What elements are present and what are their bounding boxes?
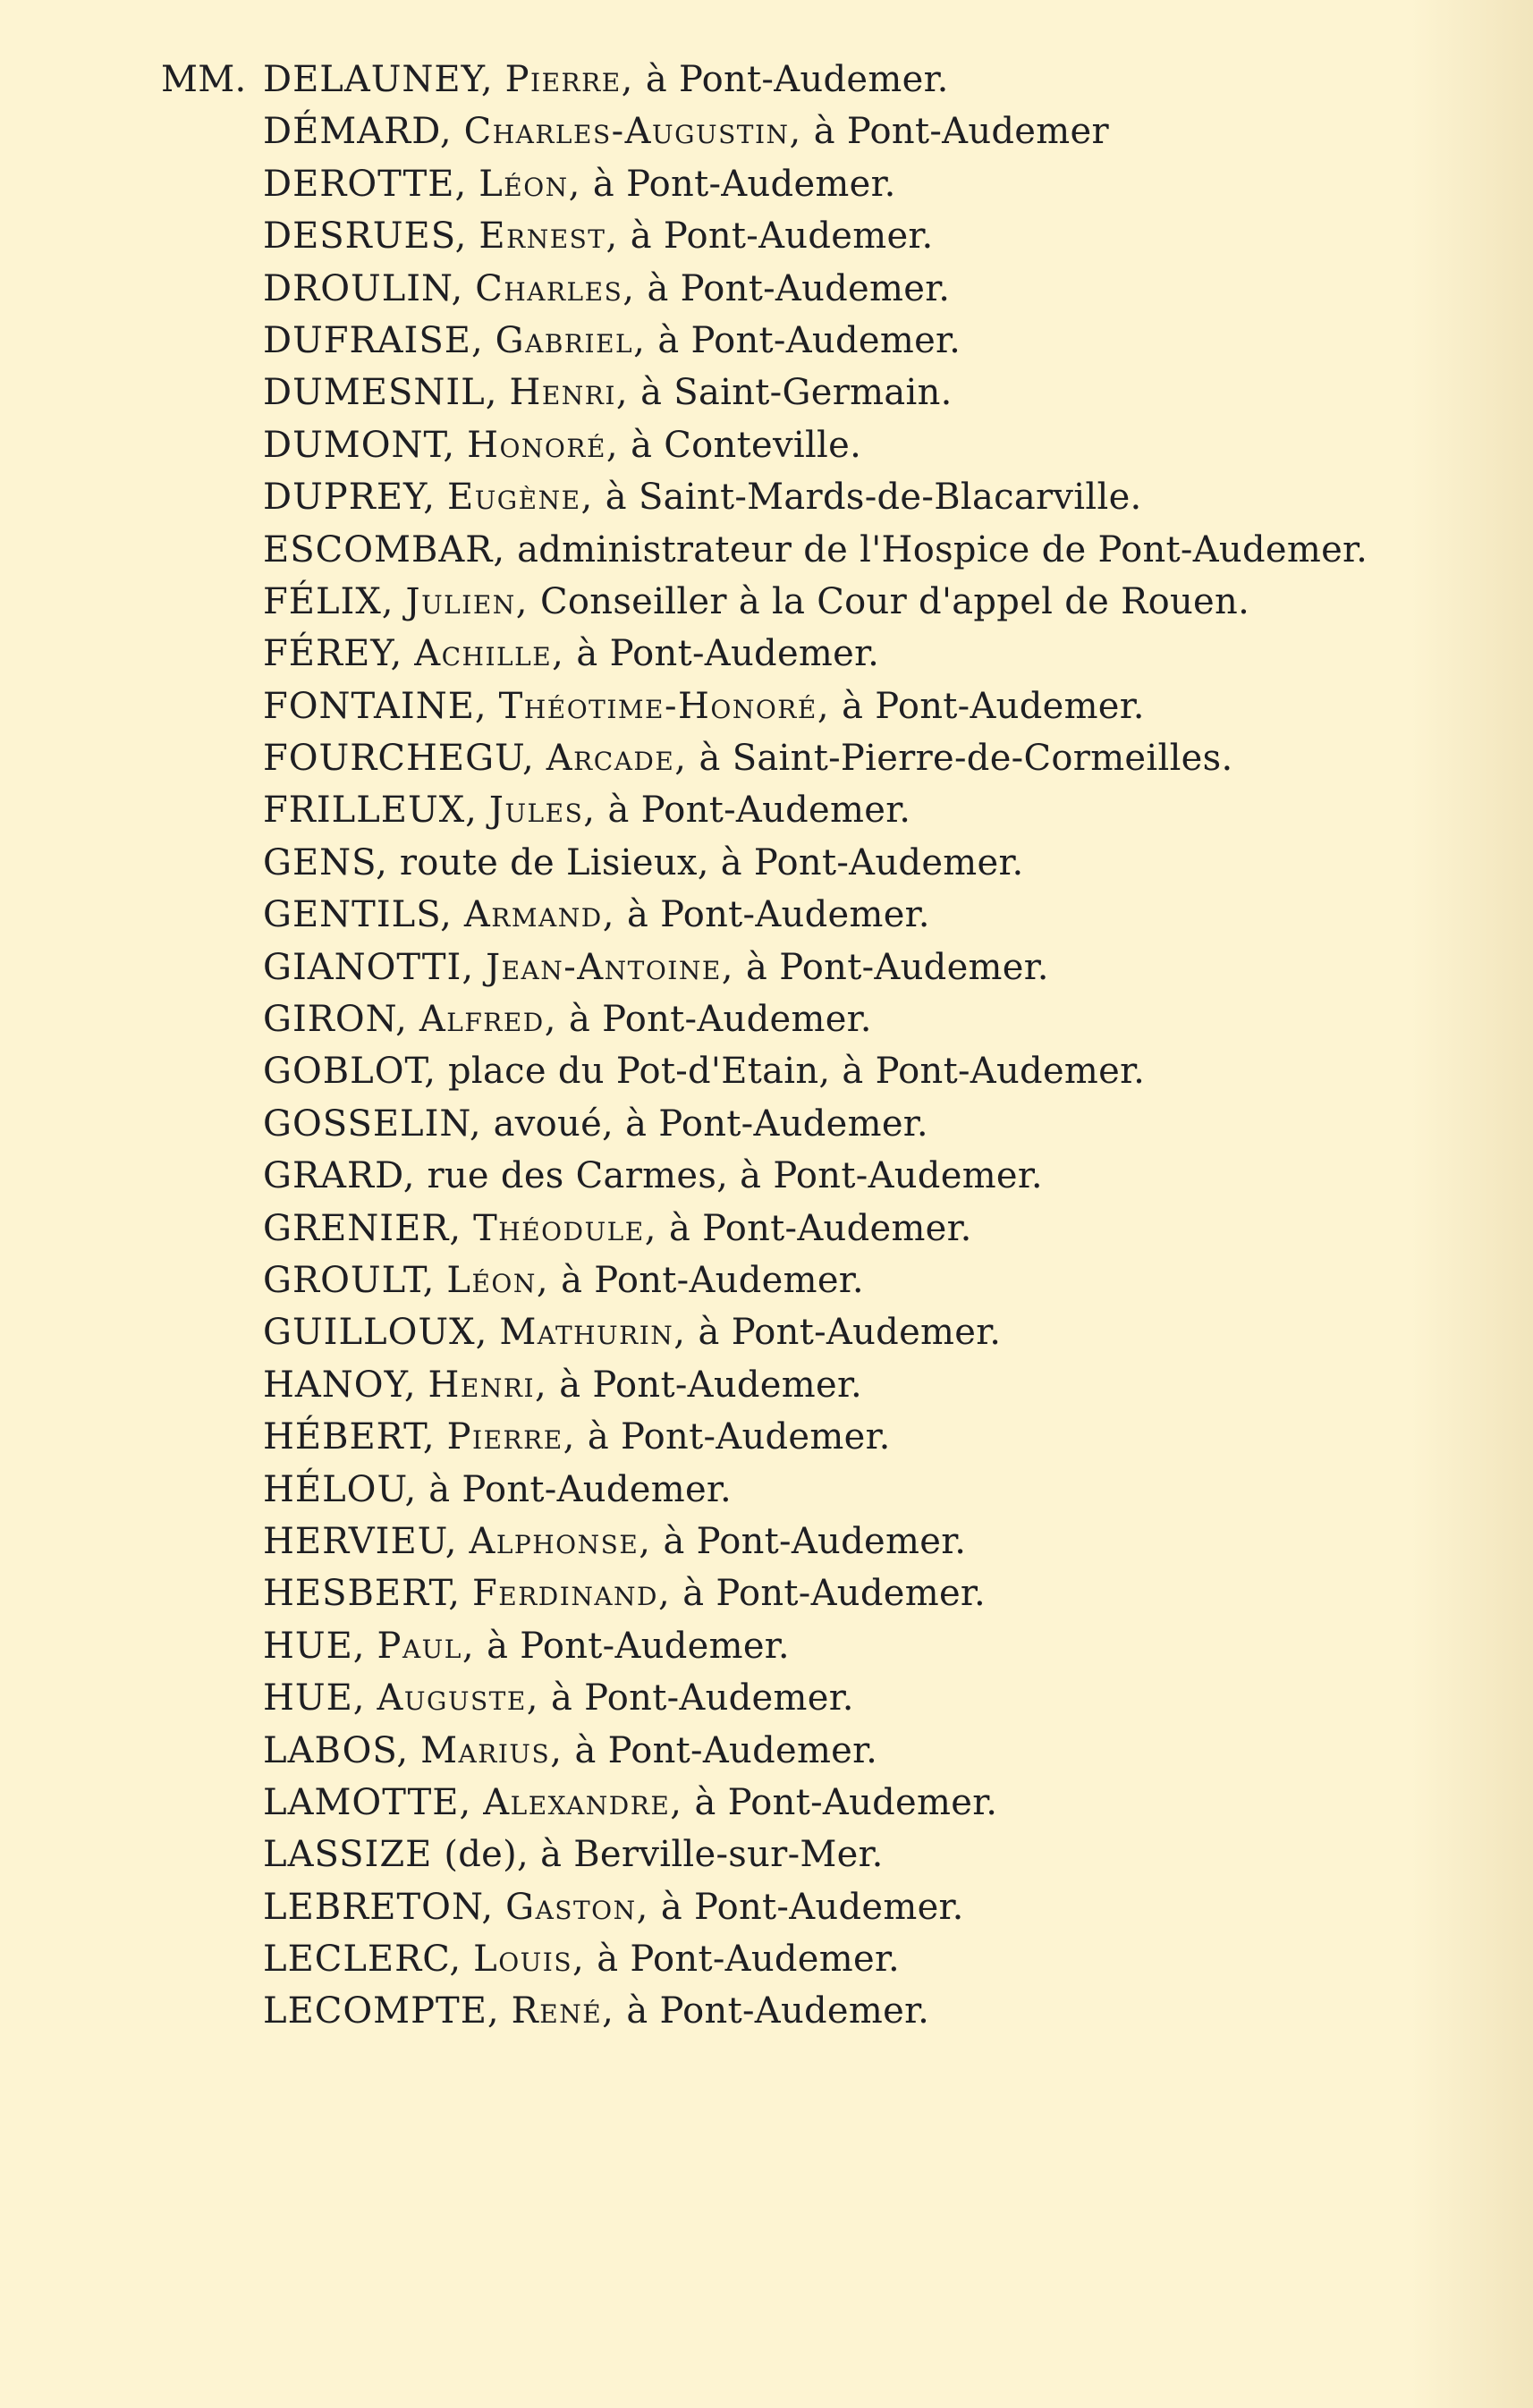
entry-text [263,524,1368,576]
list-item [161,1359,1431,1411]
entry-location: à Pont-Audemer. [694,1781,998,1823]
list-item [161,158,1431,210]
entry-surname: GIANOTTI, [263,946,475,988]
list-item [161,1777,1431,1829]
entry-location: à Pont-Audemer. [746,946,1049,988]
entry-surname: DEROTTE, [263,163,468,205]
list-item [161,576,1431,628]
entry-location: rue des Carmes, à Pont-Audemer. [427,1155,1043,1197]
entry-given-name: Mathurin, [499,1312,687,1354]
entry-text [263,1150,1043,1202]
entry-surname: GROULT, [263,1259,436,1301]
entry-surname: FRILLEUX, [263,790,478,832]
list-item [161,889,1431,941]
list-item [161,680,1431,732]
entry-location: à Pont-Audemer. [561,1259,864,1301]
list-item [161,367,1431,418]
entry-location: à Pont-Audemer. [657,319,961,361]
entry-text [263,628,879,680]
entry-text [263,889,930,941]
entry-location: Conseiller à la Cour d'appel de Rouen. [540,580,1250,622]
entry-surname: FÉLIX, [263,580,394,622]
entry-given-name: Léon, [479,163,581,205]
list-item [161,106,1431,157]
entry-given-name: René, [511,1990,615,2032]
entry-text [263,419,861,471]
entry-text [263,1985,929,2037]
entry-surname: GUILLOUX, [263,1312,488,1354]
entry-text [263,680,1145,732]
list-item [161,315,1431,367]
list-item [161,419,1431,471]
entry-location: à Pont-Audemer. [559,1364,863,1406]
entry-surname: DÉMARD, [263,111,453,153]
entry-surname: DUMONT, [263,424,456,466]
entry-text [263,210,933,262]
entry-given-name: Gaston, [505,1886,649,1928]
entry-location: à Pont-Audemer. [682,1573,986,1615]
entry-location: à Pont-Audemer. [597,1939,901,1981]
entry-surname: FOURCHEGU, [263,738,535,780]
entry-surname: DELAUNEY, [263,59,494,100]
entry-surname: LEBRETON, [263,1886,495,1928]
entry-given-name: Achille, [414,633,565,675]
entry-surname: GOSSELIN, [263,1103,482,1145]
entry-location: à Pont-Audemer. [698,1312,1002,1354]
entry-given-name: Charles, [475,267,636,309]
entry-text [263,1777,997,1829]
entry-location: à Conteville. [631,424,862,466]
entry-location: à Pont-Audemer. [428,1468,732,1510]
list-item [161,1516,1431,1567]
entry-given-name: Gabriel, [495,319,647,361]
entry-surname: GRARD, [263,1155,416,1197]
entry-location: à Saint-Germain. [640,372,953,414]
list-item [161,54,1431,106]
entry-surname: LABOS, [263,1729,410,1771]
list-item [161,471,1431,523]
entry-text [263,1516,966,1567]
entry-text [263,1567,986,1619]
list-item [161,628,1431,680]
entry-location: route de Lisieux, à Pont-Audemer. [399,841,1024,883]
entry-text [263,1306,1001,1358]
entry-surname: FONTAINE, [263,685,487,727]
list-item [161,1985,1431,2037]
list-item [161,263,1431,315]
list-item [161,993,1431,1045]
entry-surname: HERVIEU, [263,1520,458,1562]
entry-given-name: Marius, [420,1729,563,1771]
entry-surname: DESRUES, [263,215,468,258]
list-item [161,1203,1431,1255]
entry-surname: DUPREY, [263,477,436,519]
entry-text [263,1881,964,1933]
entry-text [263,784,910,836]
list-item [161,1829,1431,1880]
entry-location: à Pont-Audemer. [645,59,949,100]
entry-location: à Pont-Audemer. [568,999,872,1041]
entry-location: à Pont-Audemer. [630,215,934,258]
list-item [161,1150,1431,1202]
list-item [161,210,1431,262]
entry-location: place du Pot-d'Etain, à Pont-Audemer. [448,1051,1146,1093]
entry-surname: HUE, [263,1677,366,1719]
entry-surname: HESBERT, [263,1573,462,1615]
entry-location: à Pont-Audemer. [660,1886,964,1928]
entry-text [263,942,1049,993]
entry-location: administrateur de l'Hospice de Pont-Audemer. [517,528,1368,570]
list-item [161,1411,1431,1463]
entry-text [263,1359,862,1411]
entry-given-name: Henri, [428,1364,548,1406]
entry-text [263,1411,891,1463]
entry-text [263,1098,928,1150]
entry-text [263,1255,864,1306]
entry-surname: DROULIN, [263,267,464,309]
entry-text [263,1933,900,1985]
entry-text [263,1829,884,1880]
list-item [161,524,1431,576]
entry-given-name: Léon, [446,1259,550,1301]
entry-text [263,367,953,418]
entry-location: à Pont-Audemer [813,111,1109,153]
entry-location: à Pont-Audemer. [607,790,911,832]
entry-location: à Saint-Pierre-de-Cormeilles. [699,738,1233,780]
entry-given-name: Ernest, [479,215,619,258]
entry-given-name: Alphonse, [469,1520,652,1562]
list-prefix: MM. [161,59,247,100]
entry-location: à Pont-Audemer. [587,1416,891,1458]
entry-given-name: Henri, [509,372,630,414]
entry-location: à Pont-Audemer. [626,894,930,936]
entry-surname: DUFRAISE, [263,319,484,361]
entry-location: à Pont-Audemer. [626,1990,930,2032]
entry-given-name: Ferdinand, [472,1573,672,1615]
entry-given-name: Jean-Antoine, [486,946,735,988]
entry-location: à Pont-Audemer. [487,1625,790,1667]
entry-text [263,576,1249,628]
entry-surname: HANOY, [263,1364,417,1406]
entry-surname: GOBLOT, [263,1051,437,1093]
entry-text [263,837,1024,889]
list-item [161,1255,1431,1306]
entry-given-name: Paul, [377,1625,476,1667]
list-item [161,1306,1431,1358]
list-item [161,1098,1431,1150]
entry-location: avoué, à Pont-Audemer. [493,1103,928,1145]
entry-surname: GENTILS, [263,894,453,936]
entry-surname: LAMOTTE, [263,1781,472,1823]
entry-given-name: Jules, [488,790,597,832]
list-item [161,732,1431,784]
entry-given-name: Pierre, [446,1416,576,1458]
entry-text [263,1045,1145,1097]
list-item [161,784,1431,836]
entry-text [263,993,872,1045]
entry-location: à Pont-Audemer. [576,633,880,675]
entry-text [263,54,949,106]
list-item [161,1725,1431,1777]
entry-surname: LECOMPTE, [263,1990,500,2032]
entry-surname: HUE, [263,1625,366,1667]
entry-given-name: Eugène, [447,477,594,519]
entry-text [263,471,1142,523]
entry-surname: GRENIER, [263,1207,462,1249]
entry-given-name: Louis, [473,1939,586,1981]
entry-surname: HÉBERT, [263,1416,436,1458]
entry-given-name: Pierre, [504,59,634,100]
entry-text [263,1672,854,1724]
entry-surname: LASSIZE [263,1834,433,1876]
list-item [161,1464,1431,1516]
list-item [161,837,1431,889]
entry-given-name: Alexandre, [483,1781,683,1823]
entry-text [263,1620,790,1672]
entry-text [263,1203,972,1255]
entry-given-name: Théotime-Honoré, [498,685,831,727]
list-item [161,1045,1431,1097]
entry-given-name: Julien, [405,580,529,622]
entry-given-name: Arcade, [546,738,688,780]
entry-surname: GENS, [263,841,388,883]
entry-surname: FÉREY, [263,633,403,675]
entry-location: à Pont-Audemer. [668,1207,972,1249]
entry-location: à Pont-Audemer. [574,1729,878,1771]
entry-text [263,1725,877,1777]
entry-text [263,732,1233,784]
list-item [161,1672,1431,1724]
entry-given-name: Théodule, [473,1207,657,1249]
entry-given-name: Auguste, [377,1677,539,1719]
entry-location: à Pont-Audemer. [647,267,951,309]
list-item [161,942,1431,993]
list-item [161,1881,1431,1933]
entry-location: à Pont-Audemer. [663,1520,967,1562]
entry-location: à Pont-Audemer. [551,1677,854,1719]
entry-surname: DUMESNIL, [263,372,498,414]
entry-surname: LECLERC, [263,1939,462,1981]
list-item [161,1933,1431,1985]
entry-given-name: Charles-Augustin, [463,111,802,153]
entry-given-name: Honoré, [467,424,620,466]
entry-text [263,315,961,367]
entry-given-name: Armand, [463,894,615,936]
list-item [161,1567,1431,1619]
entry-location: à Pont-Audemer. [842,685,1145,727]
entry-location: (de), à Berville-sur-Mer. [444,1834,884,1876]
entry-text [263,158,896,210]
entry-surname: GIRON, [263,999,408,1041]
entry-given-name: Alfred, [419,999,557,1041]
entry-text [263,263,950,315]
member-list [161,54,1431,2038]
entry-text [263,1464,732,1516]
entry-surname: ESCOMBAR, [263,528,506,570]
entry-text [263,106,1109,157]
entry-surname: HÉLOU, [263,1468,418,1510]
entry-location: à Saint-Mards-de-Blacarville. [605,477,1142,519]
list-item [161,1620,1431,1672]
entry-location: à Pont-Audemer. [592,163,896,205]
